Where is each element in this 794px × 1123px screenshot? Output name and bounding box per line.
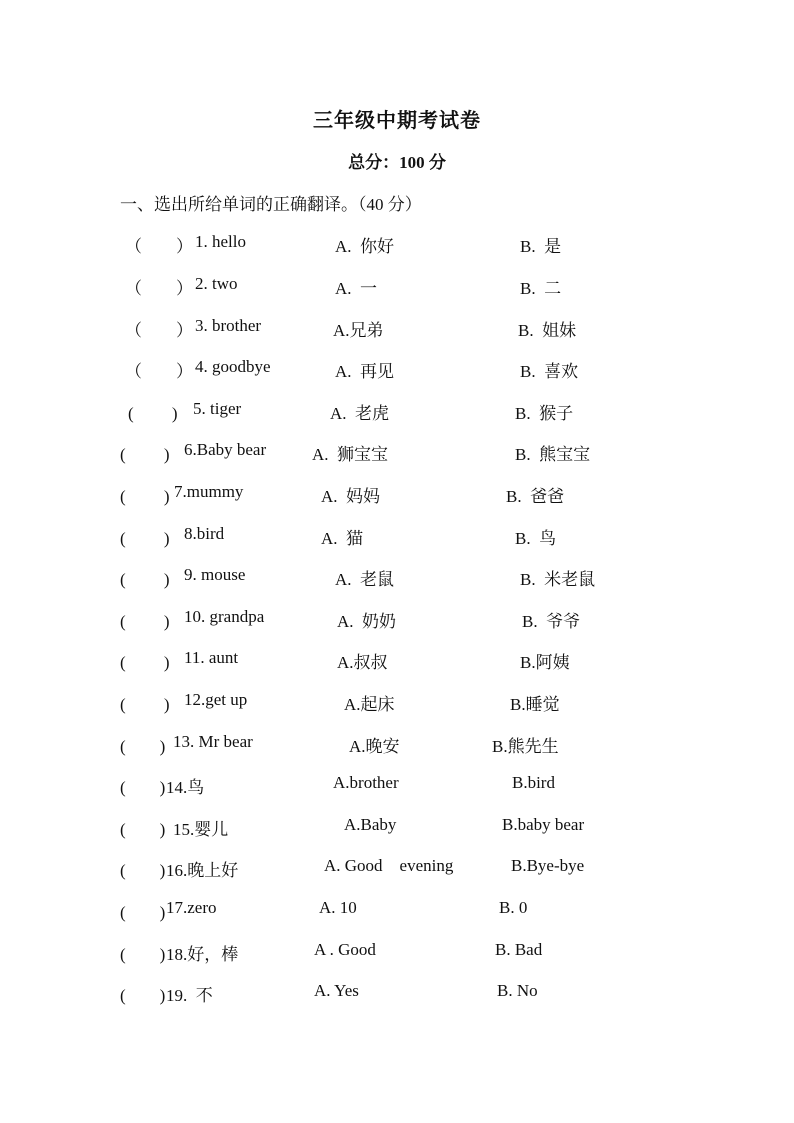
option-b: B. 鸟: [515, 529, 557, 548]
question-stem: 11. aunt: [184, 648, 239, 667]
option-b: B. Bad: [495, 940, 543, 959]
option-a: A.晚安: [349, 737, 400, 756]
answer-blank: ( ): [128, 404, 178, 423]
page-title: 三年级中期考试卷: [313, 110, 481, 132]
total-score: 总分：100 分: [348, 153, 446, 172]
answer-blank: ( ): [120, 945, 166, 964]
option-a: A. 奶奶: [337, 612, 397, 631]
option-a: A. 一: [335, 279, 378, 298]
question-stem: 12.get up: [184, 690, 248, 709]
option-a: A. 你好: [335, 237, 395, 256]
question-stem: 3. brother: [195, 316, 262, 335]
option-a: A.起床: [344, 695, 395, 714]
question-stem: 8.bird: [184, 524, 225, 543]
answer-blank: （ ）: [125, 321, 193, 340]
option-b: B. 爷爷: [522, 612, 581, 631]
question-stem: 5. tiger: [193, 399, 242, 418]
option-b: B. 爸爸: [506, 487, 565, 506]
question-stem: 9. mouse: [184, 565, 246, 584]
question-stem: 2. two: [195, 274, 238, 293]
option-b: B. 猴子: [515, 404, 574, 423]
option-a: A. 老虎: [330, 404, 390, 423]
answer-blank: ( ): [120, 737, 166, 756]
question-stem: 10. grandpa: [184, 607, 265, 626]
question-stem: 18.好，棒: [166, 945, 239, 964]
option-b: B.熊先生: [492, 737, 559, 756]
option-a: A. Good evening: [324, 856, 454, 875]
option-b: B.baby bear: [502, 815, 585, 834]
answer-blank: ( ): [120, 487, 170, 506]
option-b: B. 熊宝宝: [515, 445, 591, 464]
answer-blank: ( ): [120, 903, 166, 922]
answer-blank: （ ）: [125, 237, 193, 256]
option-a: A.兄弟: [333, 321, 384, 340]
question-stem: 1. hello: [195, 232, 246, 251]
question-stem: 13. Mr bear: [173, 732, 253, 751]
option-a: A.brother: [333, 773, 399, 792]
question-stem: 17.zero: [166, 898, 217, 917]
answer-blank: ( ): [120, 570, 170, 589]
option-b: B.睡觉: [510, 695, 560, 714]
option-a: A. 狮宝宝: [312, 445, 389, 464]
option-b: B. No: [497, 981, 538, 1000]
question-stem: 15.婴儿: [173, 820, 229, 839]
option-a: A. Yes: [314, 981, 359, 1000]
option-a: A. 10: [319, 898, 357, 917]
answer-blank: ( ): [120, 986, 166, 1005]
section-heading: 一、选出所给单词的正确翻译。（40 分）: [120, 195, 422, 214]
option-a: A.叔叔: [337, 653, 388, 672]
option-a: A.Baby: [344, 815, 397, 834]
question-stem: 7.mummy: [174, 482, 244, 501]
answer-blank: （ ）: [125, 279, 193, 298]
option-b: B. 二: [520, 279, 562, 298]
answer-blank: ( ): [120, 445, 170, 464]
question-stem: 14.鸟: [166, 778, 205, 797]
answer-blank: （ ）: [125, 362, 193, 381]
answer-blank: ( ): [120, 653, 170, 672]
question-stem: 16.晚上好: [166, 861, 239, 880]
option-a: A. 猫: [321, 529, 364, 548]
option-a: A . Good: [314, 940, 376, 959]
option-b: B. 是: [520, 237, 562, 256]
answer-blank: ( ): [120, 861, 166, 880]
question-stem: 19. 不: [166, 986, 213, 1005]
option-a: A. 老鼠: [335, 570, 395, 589]
option-b: B.阿姨: [520, 653, 570, 672]
option-b: B.Bye-bye: [511, 856, 585, 875]
option-a: A. 妈妈: [321, 487, 381, 506]
option-b: B. 0: [499, 898, 528, 917]
answer-blank: ( ): [120, 529, 170, 548]
answer-blank: ( ): [120, 612, 170, 631]
question-stem: 4. goodbye: [195, 357, 271, 376]
option-b: B. 米老鼠: [520, 570, 596, 589]
option-b: B.bird: [512, 773, 555, 792]
answer-blank: ( ): [120, 778, 166, 797]
answer-blank: ( ): [120, 820, 166, 839]
option-a: A. 再见: [335, 362, 395, 381]
option-b: B. 喜欢: [520, 362, 579, 381]
option-b: B. 姐妹: [518, 321, 577, 340]
answer-blank: ( ): [120, 695, 170, 714]
question-stem: 6.Baby bear: [184, 440, 267, 459]
